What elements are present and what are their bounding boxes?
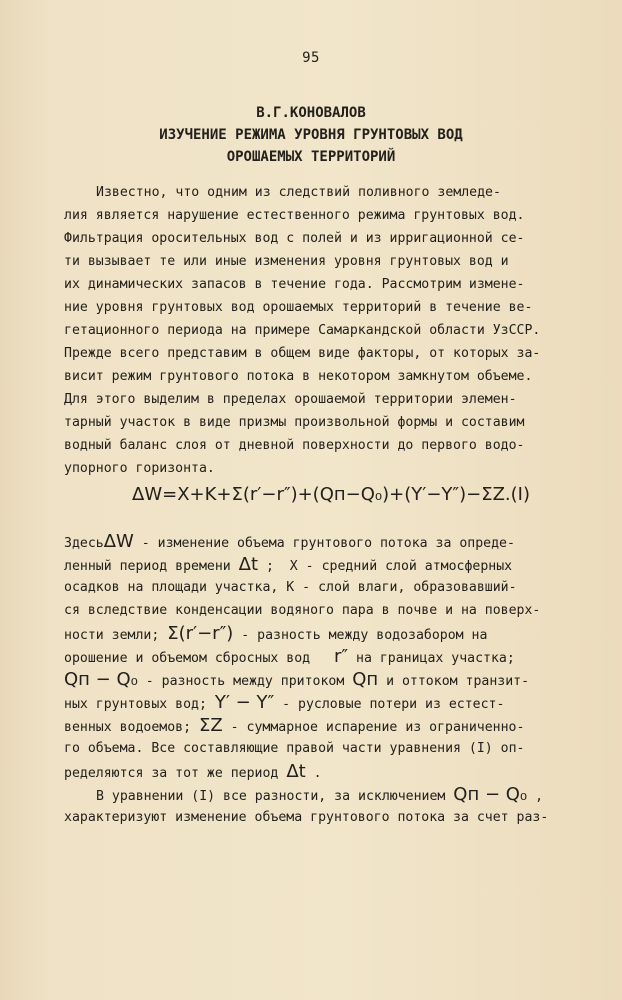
author-name: В.Г.КОНОВАЛОВ <box>256 105 366 121</box>
explanation-text: . <box>305 766 322 781</box>
explanation-text: ; X - средний слой атмосферных <box>258 559 513 574</box>
explanation-text: - суммарное испарение из ограниченно- <box>222 720 525 735</box>
paragraph-1-line-3: Фильтрация оросительных вод с полей и из ирригационной се- <box>64 231 525 246</box>
explanation-line-6 <box>64 648 515 668</box>
math-symbol: ΔW <box>103 531 134 552</box>
paragraph-2-line-2: характеризуют изменение объема грунтового потока за счет раз- <box>64 810 549 825</box>
explanation-text: ленный период времени <box>64 559 239 574</box>
paragraph-1-line-8: Прежде всего представим в общем виде факторы, от которых за- <box>64 346 541 361</box>
page-number: 95 <box>302 50 320 66</box>
math-symbol: Qп − Q₀ <box>64 669 138 690</box>
explanation-text: - разность между притоком <box>137 674 353 689</box>
paragraph-1-line-4: ти вызывает те или иные изменения уровня грунтовых вод и <box>64 254 509 269</box>
paragraph-1-line-2: лия является нарушение естественного режима грунтовых вод. <box>64 208 525 223</box>
explanation-text: ных грунтовых вод; <box>64 697 215 712</box>
explanation-text: и оттоком транзит- <box>378 674 530 689</box>
explanation-text: венных водоемов; <box>64 720 199 735</box>
paragraph-1-line-10: Для этого выделим в пределах орошаемой территории элемен- <box>64 392 517 407</box>
paragraph-1-line-12: водный баланс слоя от дневной поверхности до первого водо- <box>64 438 525 453</box>
math-symbol: Y′ − Y″ <box>214 692 275 713</box>
explanation-line-2 <box>64 556 512 576</box>
explanation-text: ности земли; <box>64 628 168 643</box>
math-symbol: Δt <box>238 554 259 575</box>
paragraph-2-line-1 <box>96 786 543 806</box>
explanation-line-3: осадков на площади участка, K - слой влаги, образовавший- <box>64 580 517 595</box>
explanation-text: Здесь <box>64 536 104 551</box>
article-title-line-2: ОРОШАЕМЫХ ТЕРРИТОРИЙ <box>226 149 396 165</box>
paragraph-1-line-9: висит режим грунтового потока в некотором замкнутом объеме. <box>64 369 533 384</box>
paragraph-1-line-11: тарный участок в виде призмы произвольной формы и составим <box>64 415 525 430</box>
paragraph-1-line-13: упорного горизонта. <box>64 461 215 476</box>
explanation-line-4: ся вследствие конденсации водяного пара в почве и на поверх- <box>64 603 541 618</box>
explanation-line-10: го объема. Все составляющие правой части уравнения (I) оп- <box>64 741 525 756</box>
explanation-text: - разность между водозабором на <box>233 628 488 643</box>
explanation-line-8 <box>64 694 504 714</box>
explanation-line-11 <box>64 763 322 783</box>
paragraph-1-line-1: Известно, что одним из следствий поливного земледе- <box>96 185 501 200</box>
explanation-text: ределяются за тот же период <box>64 766 287 781</box>
math-symbol: ΣZ <box>198 715 223 736</box>
math-symbol: Σ(r′−r″) <box>167 623 234 644</box>
paragraph-text: , <box>527 789 544 804</box>
explanation-text: - изменение объема грунтового потока за опреде- <box>133 536 515 551</box>
math-symbol: Δt <box>286 761 306 782</box>
explanation-text: - русловые потери из естест- <box>274 697 505 712</box>
paragraph-1-line-7: гетационного периода на примере Самаркандской области УзССР. <box>64 323 541 338</box>
explanation-line-7 <box>64 671 529 691</box>
paragraph-1-line-6: ние уровня грунтовых вод орошаемых территорий в течение ве- <box>64 300 533 315</box>
explanation-text: на границах участка; <box>348 651 515 666</box>
explanation-text: орошение и объемом сбросных вод <box>64 651 334 666</box>
math-symbol: Qп − Q₀ <box>453 784 528 805</box>
explanation-line-1 <box>64 533 515 553</box>
article-title-line-1: ИЗУЧЕНИЕ РЕЖИМА УРОВНЯ ГРУНТОВЫХ ВОД <box>159 127 463 143</box>
paragraph-1-line-5: их динамических запасов в течение года. Рассмотрим измене- <box>64 277 525 292</box>
math-symbol: Qп <box>352 669 379 690</box>
explanation-line-9 <box>64 717 524 737</box>
water-balance-equation: ΔW=X+K+Σ(r′−r″)+(Qп−Q₀)+(Y′−Y″)−ΣZ.(I) <box>132 484 531 505</box>
explanation-line-5 <box>64 625 487 645</box>
paragraph-text: В уравнении (I) все разности, за исключением <box>96 789 454 804</box>
math-symbol: r″ <box>333 646 349 667</box>
